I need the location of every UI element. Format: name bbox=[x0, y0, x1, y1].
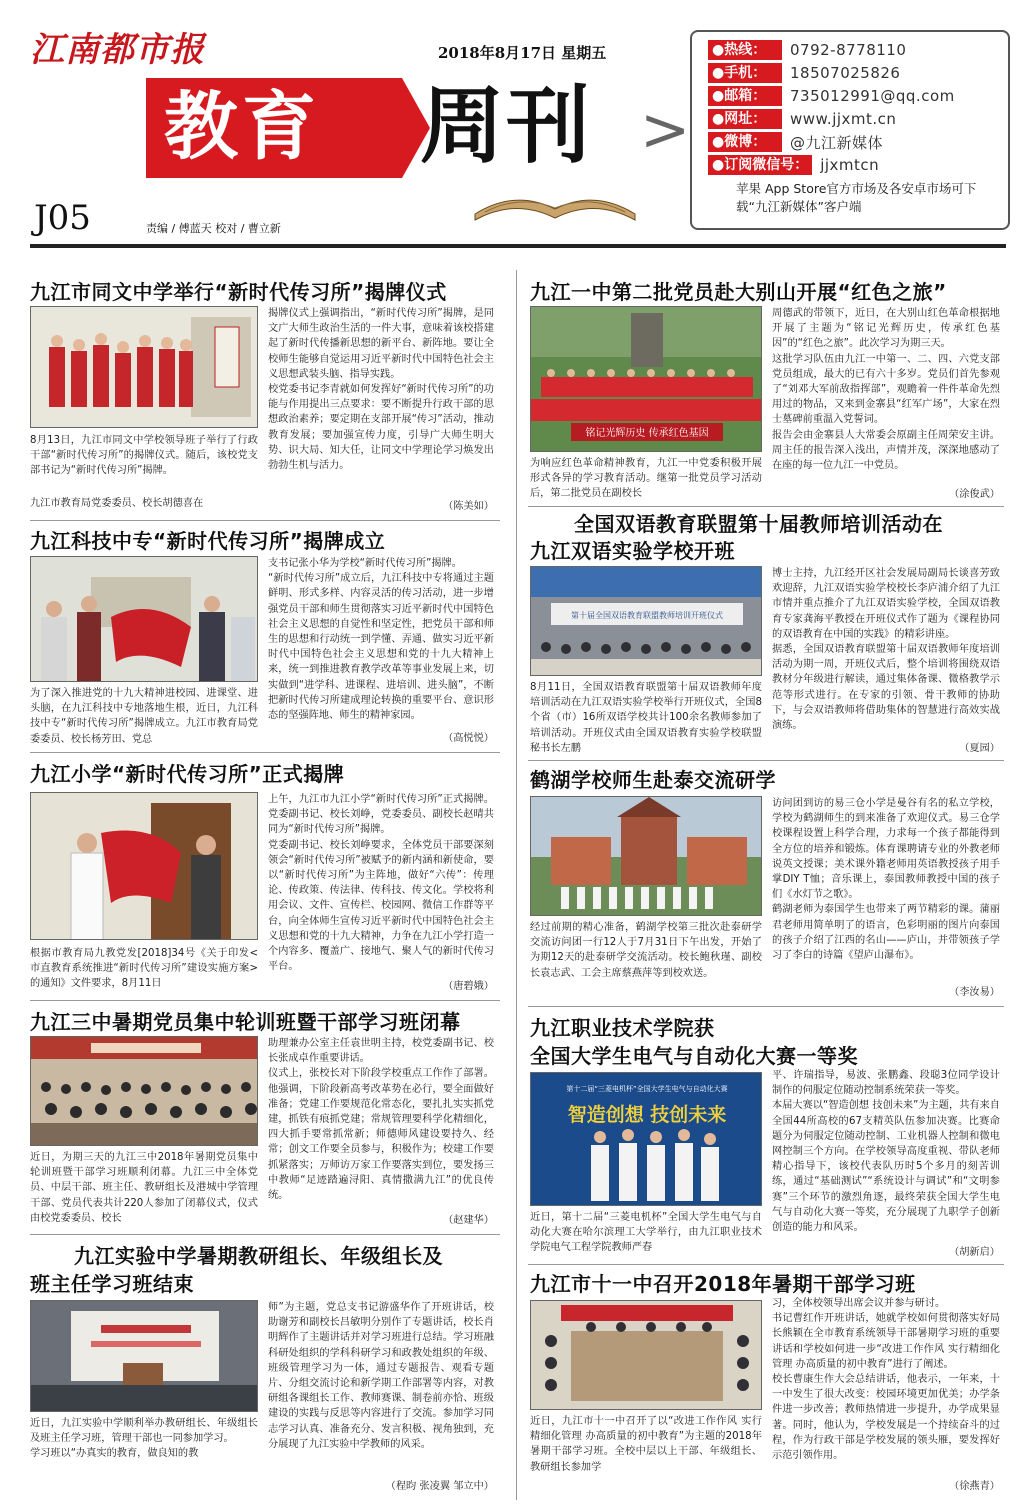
photo-caption: 近日，为期三天的九江三中2018年暑期党员集中轮训班暨干部学习班顺利闭幕。九江三中全体党员、中层干部、班主任、教研组长及港城中学管理干部、党员代表共计220人参加了闭幕仪式，仪式由校党委委员、校长 bbox=[30, 1152, 258, 1224]
byline: （涂俊武） bbox=[947, 487, 1000, 502]
contact-label: ●微博： bbox=[708, 132, 782, 152]
article-body-wrap bbox=[268, 1036, 494, 1228]
article-body: 习，全体校领导出席会议并参与研讨。 书记曹红作开班讲话，她就学校如何贯彻落实好局长熊颖在全市教育系统领导干部暑期学习班的重要讲话和学校如何进一步“改进工作作风 实行精细化管理 办高质量的初中教育”进行了阐述。 校长曹康生作大会总结讲话，他表示，一年来，十一中发生了很大改变：校园环境更加优美；办学条件进一步改善；教师热情进一步提升，办学成果显著。同时，他认为，学校发展是一个持续奋斗的过程，作为行政干部是学校发展的领头雁，要发挥好示范引领作用。 bbox=[772, 1298, 1000, 1462]
app-download-note: 苹果 App Store官方市场及各安卓市场可下载“九江新媒体”客户端 bbox=[736, 181, 977, 214]
headline-line1: 全国双语教育联盟第十届教师培训活动在 bbox=[574, 512, 943, 536]
article-photo bbox=[530, 796, 762, 916]
headline: 九江小学“新时代传习所”正式揭牌 bbox=[30, 762, 345, 786]
photo-caption: 为了深入推进党的十九大精神进校园、进课堂、进头脑，在九江科技中专地落地生根，近日，九江科技中专“新时代传习所”揭牌成立。九江市教育局党委委员、校长杨芳田、党总 bbox=[30, 688, 258, 745]
article-body-wrap bbox=[772, 1296, 1000, 1494]
headline: 九江一中第二批党员赴大别山开展“红色之旅” bbox=[530, 280, 947, 304]
byline: （赵建华） bbox=[441, 1213, 494, 1228]
headline-line1: 九江职业技术学院获 bbox=[530, 1016, 715, 1040]
article-body: 博士主持，九江经开区社会发展局副局长谈喜芳致欢迎辞，九江双语实验学校校长李庐浦介绍了九江市情并重点推介了九江双语实验学校，全国双语教育专家龚海平教授在开班仪式作了题为《课程协同的双语教育在中国的实践》的精彩讲座。 据悉，全国双语教育联盟第十届双语教师年度培训活动为期一周，开班仪式后，整个培训将围绕双语教材分年级进行解读，通过集体备课、微格教学示范等形式进行。在专家的引领、骨干教师的协助下，与会双语教师将借助集体的智慧进行高效实战演练。 bbox=[772, 568, 1000, 732]
headline-line1: 九江实验中学暑期教研组长、年级组长及 bbox=[74, 1244, 443, 1268]
photo-assembly-hall bbox=[31, 1037, 258, 1146]
contact-label: ●网址： bbox=[708, 109, 782, 129]
title-black-text: 周刊 bbox=[420, 76, 593, 175]
article-photo bbox=[30, 306, 258, 428]
article-photo bbox=[30, 556, 258, 682]
photo-caption: 近日，九江市十一中召开了以“改进工作作风 实行精细化管理 办高质量的初中教育”为主题的2018年暑期干部学习班。全校中层以上干部、年级组长、教研组长参加学 bbox=[530, 1416, 762, 1473]
article-body-tail: 九江市教育局党委委员、校长胡德喜在 bbox=[30, 498, 204, 509]
contact-value: 735012991@qq.com bbox=[790, 87, 955, 105]
photo-caption: 为响应红色革命精神教育，九江一中党委积极开展形式各异的学习教育活动。继第一批党员学习活动后，第二批党员在副校长 bbox=[530, 458, 762, 500]
issue-date: 2018年8月17日 星期五 bbox=[438, 44, 607, 62]
article-body: 平、许瑞指导，易波、张鹏鑫、段聪3位同学设计制作的伺服定位随动控制系统荣获一等奖。 本届大赛以“智造创想 技创未来”为主题，共有来自全国44所高校的67支精英队伍参加决赛。比赛命题分为伺服定位随动控制、工业机器人控制和微电网控制三个方向。在学校领导高度重视、带队老师精心指导下，该校代表队历时5个多月的刻苦训练，通过“基础测试”“系统设计与调试”和“文明参赛”三个环节的激烈角逐，最终荣获全国大学生电气与自动化大赛一等奖，充分展现了九职学子创新创造的能力和风采。 bbox=[772, 1070, 1000, 1234]
title-red-text: 教育 bbox=[164, 84, 320, 170]
photo-conference-hall bbox=[531, 567, 762, 676]
article-body: 访问团到访的易三仓小学是曼谷有名的私立学校，学校为鹤湖师生的到来准备了欢迎仪式。易三仓学校课程设置上科学合理，力求每一个孩子都能得到全方位的培养和锻炼。体育课聘请专业的外教老师说英文授课；美术课外籍老师用英语教授孩子用手掌DIY T恤；音乐课上，泰国教师教授中国的孩子们《水灯节之歌》。 鹤湖老师为泰国学生也带来了两节精彩的课。蒲丽君老师用简单明了的语言，色彩明丽的图片向泰国的孩子介绍了江西的名山——庐山，并带领孩子学习了李白的诗篇《望庐山瀑布》。 bbox=[772, 798, 1000, 962]
headline: 九江三中暑期党员集中轮训班暨干部学习班闭幕 bbox=[30, 1010, 461, 1034]
byline: （唐碧娥） bbox=[441, 979, 494, 994]
photo-group-monument bbox=[531, 307, 762, 452]
article-photo bbox=[530, 306, 762, 452]
article-divider bbox=[528, 760, 1004, 761]
article-body: 师”为主题，党总支书记游盛华作了开班讲话，校助谢芳和副校长吕敏明分别作了专题讲话，校长肖明辉作了主题讲话并对学习班进行总结。学习班融科研处组织的学科科研学习和政教处组织的年级、班级管理学习为一体，通过专题报告、观看专题片、分组交流讨论和新学期工作部署等内容，对教研组各课组长工作、教师赛课、制卷前亦恰、班级建设的实践与反思等内容进行了交流。参加学习同志学习认真、准备充分、发言积极、视角独到，充分展现了九江实验中学教师的风采。 bbox=[268, 1302, 494, 1450]
article-divider bbox=[528, 1264, 1004, 1265]
contact-value: jjxmtcn bbox=[820, 156, 880, 174]
photo-caption: 8月13日，九江市同文中学校领导班子举行了行政干部“新时代传习所”的揭牌仪式。随后，该校党支部书记为“新时代传习所”揭牌。 bbox=[30, 435, 258, 477]
article-divider bbox=[528, 1006, 1004, 1007]
headline: 九江市十一中召开2018年暑期干部学习班 bbox=[530, 1272, 916, 1296]
contact-label: ●热线： bbox=[708, 40, 782, 60]
byline: （胡新启） bbox=[947, 1245, 1000, 1260]
photo-caption: 近日，九江实验中学顺利举办教研组长、年级组长及班主任学习班，管理干部也一同参加学习。 学习班以“办真实的教育，做良知的教 bbox=[30, 1418, 258, 1460]
chevron-right-icon: > bbox=[640, 95, 691, 165]
article-divider bbox=[30, 1000, 500, 1001]
photo-award-stage bbox=[531, 1073, 762, 1206]
article-divider bbox=[30, 752, 500, 753]
byline: （徐燕青） bbox=[947, 1479, 1000, 1494]
article-photo bbox=[530, 1072, 762, 1206]
byline: （程昀 张凌翼 邹立中） bbox=[384, 1479, 494, 1494]
contact-label: ●手机： bbox=[708, 63, 782, 83]
contact-row-hotline bbox=[708, 40, 906, 60]
photo-meeting-room bbox=[531, 1301, 762, 1410]
photo-caption: 经过前期的精心准备，鹤湖学校第三批次赴泰研学交流访问团一行12人于7月31日下午出发，开始了为期12天的赴泰研学交流活动。校长鲍秋瑾、副校长袁志武、工会主席蔡燕萍等到校欢送。 bbox=[530, 922, 762, 979]
contact-value: @九江新媒体 bbox=[790, 133, 884, 152]
editors-credit: 责编 / 傅蓝天 校对 / 曹立新 bbox=[146, 222, 281, 235]
article-divider bbox=[30, 1234, 500, 1235]
byline: （高悦悦） bbox=[441, 731, 494, 746]
photo-caption: 根据市教育局九教党发[2018]34号《关于印发<市直教育系统推进“新时代传习所”建设实施方案>的通知》文件要求，8月11日 bbox=[30, 948, 258, 990]
article-body-wrap bbox=[268, 792, 494, 994]
page-number: J05 bbox=[34, 198, 91, 238]
photo-caption: 8月11日，全国双语教育联盟第十届双语教师年度培训活动在九江双语实验学校举行开班仪式，全国8个省（市）16所双语学校共计100余名教师参加了培训活动。开班仪式由全国双语教育实验学校联盟秘书长左鹏 bbox=[530, 682, 762, 754]
header-rule bbox=[30, 244, 1006, 248]
article-body-wrap bbox=[268, 306, 494, 514]
headline: 九江市同文中学举行“新时代传习所”揭牌仪式 bbox=[30, 280, 447, 304]
article-body: 周德武的带领下，近日，在大别山红色革命根据地开展了主题为“铭记光辉历史，传承红色基因”的“红色之旅”。此次学习为期三天。 这批学习队伍由九江一中第一、二、四、六党支部党员组成，最大的已有六十多岁。党员们首先参观了“刘邓大军前敌指挥部”，观瞻着一件件革命先烈用过的物品，又来到金寨县“红军广场”，大家在烈士墓碑前重温入党誓词。 报告会由金寨县人大常委会原副主任周荣安主讲。周主任的报告深入浅出，声情并茂，深深地感动了在座的每一位九江一中党员。 bbox=[772, 308, 1000, 472]
photo-banner-text: 铭记光辉历史 传承红色基因 bbox=[585, 428, 709, 439]
title-red-block bbox=[146, 78, 402, 178]
headline-line2: 班主任学习班结束 bbox=[30, 1272, 194, 1296]
contact-value: www.jjxmt.cn bbox=[790, 110, 897, 128]
contact-label: ●邮箱： bbox=[708, 86, 782, 106]
article-divider bbox=[528, 506, 1004, 507]
photo-unveiling bbox=[31, 307, 258, 428]
photo-lecture-stage bbox=[31, 1301, 258, 1412]
article-body: 助理兼办公室主任袁世明主持，校党委副书记、校长张成卓作重要讲话。 仪式上，张校长对下阶段学校重点工作作了部署。他强调，下阶段新高考改革势在必行，要全面做好准备；党建工作要规范化常态化，要扎扎实实抓党建，抓铁有痕抓党建；常规管理要科学化精细化，四大抓手要常抓常新；师德师风建设要持久、经常；创文工作要全员参与，积极作为；校建工作要抓紧落实；万师访万家工作要落实到位，要发扬三中教师“足迹踏遍浔阳、真情撒满九江”的优良传统。 bbox=[268, 1038, 494, 1202]
article-body-wrap bbox=[772, 1068, 1000, 1260]
article-body-wrap bbox=[772, 796, 1000, 1000]
newspaper-logo: 江南都市报 bbox=[30, 30, 205, 70]
contact-row-website bbox=[708, 109, 896, 129]
photo-plaque-unveiling bbox=[31, 557, 258, 682]
contact-row-mobile bbox=[708, 63, 900, 83]
contact-value: 18507025826 bbox=[790, 64, 901, 82]
byline: （夏园） bbox=[957, 741, 1000, 756]
article-body: 支书记张小华为学校“新时代传习所”揭牌。 “新时代传习所”成立后，九江科技中专将通过主题鲜明、形式多样、内容灵活的传习活动，进一步增强党员干部和师生贯彻落实习近平新时代中国特色社会主义思想的自觉性和坚定性，把党员干部和师生的思想和行动统一到学懂、弄通、做实习近平新时代中国特色社会主义思想和党的十九大精神上来，统一到推进教育教学改革等事业发展上来，切实做到“进学科、进课程、进培训、进头脑”，不断把新时代传习所建成理论转换的重要平台、意识形态的坚强阵地、师生的精神家园。 bbox=[268, 558, 494, 722]
photo-banner-small: 第十二届“三菱电机杯”全国大学生电气与自动化大赛 bbox=[566, 1085, 728, 1093]
contact-row-weibo bbox=[708, 132, 883, 152]
headline-line2: 九江双语实验学校开班 bbox=[530, 539, 735, 563]
photo-school-building bbox=[531, 797, 762, 916]
photo-caption: 近日，第十二届“三菱电机杯”全国大学生电气与自动化大赛在哈尔滨理工大学举行，由九江职业技术学院电气工程学院教师严春 bbox=[530, 1212, 762, 1254]
article-photo bbox=[30, 1036, 258, 1146]
byline: （李汝易） bbox=[947, 985, 1000, 1000]
contact-row-email bbox=[708, 86, 955, 106]
headline: 九江科技中专“新时代传习所”揭牌成立 bbox=[30, 529, 386, 553]
contact-label: ●订阅微信号： bbox=[708, 155, 812, 175]
column-divider bbox=[516, 270, 517, 1500]
photo-plaque-unveiling bbox=[31, 793, 258, 940]
article-body: 上午，九江市九江小学“新时代传习所”正式揭牌。党委副书记、校长刘峥，党委委员、副校长赵晴共同为“新时代传习所”揭牌。 党委副书记、校长刘峥要求，全体党员干部要深刻领会“新时代传习所”被赋予的新内涵和新使命，要以“新时代传习所”为主阵地，做好“六传”：传理论、传政策、传法律、传科技、传文化。学校将利用会议、文件、宣传栏、校园网、微信工作群等平台，向全体师生宣传习近平新时代中国特色社会主义思想和党的十九大精神，力争在九江小学打造一个内容多、覆盖广、接地气、聚人气的新时代传习平台。 bbox=[268, 794, 494, 973]
article-divider bbox=[30, 520, 500, 521]
open-book-icon bbox=[470, 184, 640, 224]
photo-banner-text: 第十届全国双语教育联盟教师培训开班仪式 bbox=[571, 611, 723, 620]
article-body-wrap bbox=[772, 566, 1000, 756]
article-photo bbox=[530, 566, 762, 676]
article-body-wrap bbox=[268, 556, 494, 746]
byline: （陈美如） bbox=[441, 499, 494, 514]
article-photo bbox=[530, 1300, 762, 1410]
article-body: 揭牌仪式上强调指出，“新时代传习所”揭牌，是同文广大师生政治生活的一件大事，意味着该校搭建起了新时代传播新思想的新平台、新阵地。要让全校师生能够自觉运用习近平新时代中国特色社会主义思想武装头脑、指导实践。 校党委书记李青就如何发挥好“新时代传习所”的功能与作用提出三点要求：要不断提升行政干部的思想政治素养；要定期在支部开展“传习”活动，推动教育发展；要加强宣传力度，引导广大师生明大势、识大局、知大任，让同文中学理论学习焕发出勃勃生机与活力。 bbox=[268, 308, 494, 472]
contact-value: 0792-8778110 bbox=[790, 41, 907, 59]
article-photo bbox=[30, 1300, 258, 1412]
article-photo bbox=[30, 792, 258, 940]
article-body-wrap bbox=[268, 1300, 494, 1494]
photo-banner-big: 智造创想 技创未来 bbox=[567, 1104, 727, 1126]
headline-line2: 全国大学生电气与自动化大赛一等奖 bbox=[530, 1044, 858, 1068]
article-body-wrap bbox=[772, 306, 1000, 502]
headline: 鹤湖学校师生赴泰交流研学 bbox=[530, 768, 776, 792]
contact-row-wechat bbox=[708, 155, 879, 175]
